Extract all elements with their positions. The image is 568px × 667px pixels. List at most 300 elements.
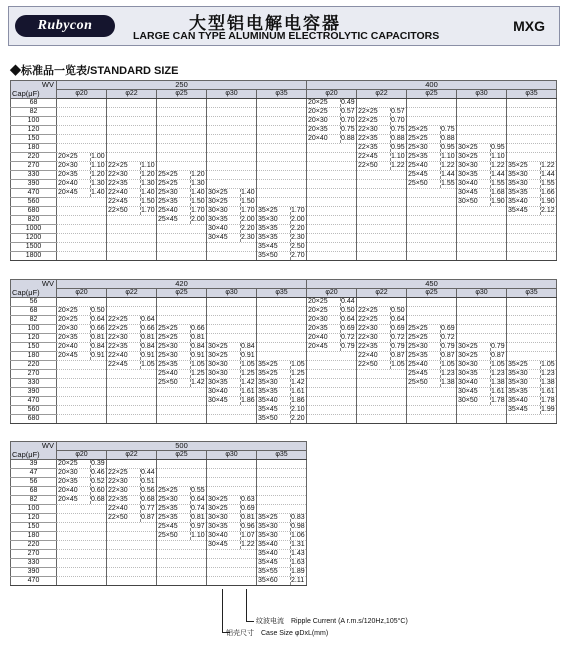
spec-cell xyxy=(157,514,207,523)
ripple-current-value: 0.69 xyxy=(441,325,455,332)
case-size-value: 20×25 xyxy=(308,99,328,106)
ripple-current-value: 0.79 xyxy=(491,343,505,350)
spec-cell xyxy=(407,162,457,171)
spec-cell xyxy=(307,307,357,316)
ripple-current-value: 0.87 xyxy=(491,352,505,359)
ripple-current-value: 1.50 xyxy=(141,198,155,205)
ripple-current-value: 1.23 xyxy=(441,370,455,377)
ripple-current-value: 0.68 xyxy=(91,496,105,503)
spec-cell xyxy=(207,406,257,415)
spec-cell xyxy=(57,478,107,487)
spec-cell xyxy=(257,234,307,243)
spec-cell xyxy=(157,207,207,216)
header-banner xyxy=(8,6,560,46)
ripple-current-value: 0.46 xyxy=(91,469,105,476)
capacitance-cell: 82 xyxy=(11,108,57,117)
spec-cell xyxy=(57,415,107,424)
case-size-value: 20×35 xyxy=(58,334,78,341)
spec-cell xyxy=(207,352,257,361)
spec-cell xyxy=(257,252,307,261)
case-size-value: 30×45 xyxy=(208,397,228,404)
case-size-value: 25×35 xyxy=(158,361,178,368)
capacitance-cell: 270 xyxy=(11,550,57,559)
capacitance-cell: 56 xyxy=(11,298,57,307)
case-size-value: 25×35 xyxy=(158,198,178,205)
spec-cell xyxy=(207,541,257,550)
spec-cell xyxy=(457,361,507,370)
voltage-header: 250 xyxy=(57,81,307,90)
ripple-current-value: 1.10 xyxy=(391,153,405,160)
ripple-current-value: 0.50 xyxy=(341,307,355,314)
ripple-current-value: 1.90 xyxy=(491,198,505,205)
table-row xyxy=(11,568,307,577)
ripple-current-value: 2.20 xyxy=(291,415,305,422)
case-size-value: 35×35 xyxy=(258,388,278,395)
corner-cap-label: Cap(μF) xyxy=(12,89,40,98)
ripple-current-value: 1.43 xyxy=(291,550,305,557)
spec-cell xyxy=(407,234,457,243)
spec-cell xyxy=(157,144,207,153)
spec-cell xyxy=(157,162,207,171)
spec-cell xyxy=(407,307,457,316)
case-size-value: 35×25 xyxy=(258,207,278,214)
spec-cell xyxy=(207,478,257,487)
spec-cell xyxy=(357,252,407,261)
case-size-value: 20×30 xyxy=(308,117,328,124)
table-row xyxy=(11,406,557,415)
ripple-current-value: 1.55 xyxy=(441,180,455,187)
ripple-current-value: 2.10 xyxy=(291,406,305,413)
spec-cell xyxy=(307,234,357,243)
ripple-current-value: 1.25 xyxy=(291,370,305,377)
voltage-header: 450 xyxy=(307,280,557,289)
spec-cell xyxy=(257,162,307,171)
table-row xyxy=(11,469,307,478)
ripple-current-value: 1.30 xyxy=(191,180,205,187)
spec-cell xyxy=(207,523,257,532)
table-row xyxy=(11,532,307,541)
case-size-value: 22×50 xyxy=(358,162,378,169)
case-size-value: 25×35 xyxy=(158,505,178,512)
case-size-value: 30×25 xyxy=(458,144,478,151)
spec-cell xyxy=(507,316,557,325)
table-row xyxy=(11,496,307,505)
spec-cell xyxy=(507,243,557,252)
case-size-value: 35×30 xyxy=(508,180,528,187)
corner-wv-label: WV xyxy=(41,441,54,450)
spec-cell xyxy=(107,307,157,316)
table-row xyxy=(11,307,557,316)
spec-cell xyxy=(257,406,307,415)
spec-cell xyxy=(457,189,507,198)
ripple-current-value: 1.22 xyxy=(491,162,505,169)
spec-cell xyxy=(357,180,407,189)
spec-cell xyxy=(307,198,357,207)
ripple-current-value: 1.86 xyxy=(241,397,255,404)
case-size-value: 22×30 xyxy=(358,126,378,133)
spec-cell xyxy=(507,307,557,316)
spec-cell xyxy=(107,487,157,496)
spec-cell xyxy=(457,379,507,388)
ripple-current-value: 0.69 xyxy=(241,505,255,512)
spec-cell xyxy=(357,361,407,370)
ripple-current-value: 0.64 xyxy=(341,316,355,323)
case-size-value: 20×35 xyxy=(58,478,78,485)
corner-cap-label: Cap(μF) xyxy=(12,288,40,297)
spec-cell xyxy=(407,99,457,108)
spec-cell xyxy=(157,478,207,487)
ripple-current-value: 0.75 xyxy=(341,126,355,133)
ripple-current-value: 0.88 xyxy=(341,135,355,142)
spec-cell xyxy=(457,171,507,180)
spec-cell xyxy=(157,469,207,478)
spec-cell xyxy=(357,117,407,126)
spec-cell xyxy=(57,325,107,334)
spec-cell xyxy=(107,505,157,514)
spec-cell xyxy=(457,180,507,189)
ripple-current-value: 1.99 xyxy=(541,406,555,413)
spec-cell xyxy=(307,415,357,424)
capacitance-cell: 270 xyxy=(11,370,57,379)
spec-cell xyxy=(507,343,557,352)
spec-cell xyxy=(407,252,457,261)
case-size-value: 22×35 xyxy=(358,343,378,350)
spec-cell xyxy=(257,198,307,207)
spec-cell xyxy=(357,135,407,144)
table-row xyxy=(11,135,557,144)
spec-cell xyxy=(107,171,157,180)
spec-cell xyxy=(57,505,107,514)
case-size-value: 35×30 xyxy=(508,370,528,377)
capacitance-cell: 1200 xyxy=(11,234,57,243)
case-size-value: 22×35 xyxy=(108,180,128,187)
ripple-current-value: 1.23 xyxy=(541,370,555,377)
ripple-current-value: 0.64 xyxy=(141,316,155,323)
spec-cell xyxy=(307,135,357,144)
ripple-current-value: 1.78 xyxy=(541,397,555,404)
ripple-current-value: 1.25 xyxy=(191,370,205,377)
ripple-current-value: 0.87 xyxy=(141,514,155,521)
ripple-current-value: 1.78 xyxy=(491,397,505,404)
corner-wv-label: WV xyxy=(41,80,54,89)
case-size-value: 20×25 xyxy=(58,460,78,467)
case-size-value: 20×45 xyxy=(308,343,328,350)
case-size-value: 22×50 xyxy=(108,514,128,521)
spec-table xyxy=(10,441,307,586)
spec-cell xyxy=(157,307,207,316)
ripple-current-value: 0.57 xyxy=(391,108,405,115)
spec-cell xyxy=(357,298,407,307)
spec-cell xyxy=(507,397,557,406)
capacitance-cell: 68 xyxy=(11,307,57,316)
spec-cell xyxy=(357,153,407,162)
ripple-current-value: 0.84 xyxy=(191,343,205,350)
ripple-current-value: 0.66 xyxy=(141,325,155,332)
spec-cell xyxy=(207,550,257,559)
spec-cell xyxy=(407,334,457,343)
ripple-current-value: 1.05 xyxy=(141,361,155,368)
ripple-current-value: 1.42 xyxy=(241,379,255,386)
spec-cell xyxy=(307,406,357,415)
spec-cell xyxy=(57,370,107,379)
capacitance-cell: 120 xyxy=(11,514,57,523)
ripple-current-value: 0.77 xyxy=(141,505,155,512)
case-size-value: 30×30 xyxy=(208,207,228,214)
spec-cell xyxy=(507,207,557,216)
case-size-value: 20×45 xyxy=(58,189,78,196)
table-row xyxy=(11,189,557,198)
spec-cell xyxy=(307,379,357,388)
ripple-current-value: 0.52 xyxy=(91,478,105,485)
spec-cell xyxy=(357,126,407,135)
spec-cell xyxy=(57,406,107,415)
spec-cell xyxy=(157,180,207,189)
spec-cell xyxy=(207,469,257,478)
spec-cell xyxy=(207,198,257,207)
spec-cell xyxy=(407,379,457,388)
spec-cell xyxy=(257,559,307,568)
case-size-value: 22×30 xyxy=(108,334,128,341)
capacitance-cell: 39 xyxy=(11,460,57,469)
case-size-value: 35×25 xyxy=(258,370,278,377)
spec-cell xyxy=(57,361,107,370)
voltage-header-row xyxy=(11,81,557,90)
ripple-current-value: 0.84 xyxy=(141,343,155,350)
spec-cell xyxy=(57,162,107,171)
case-size-value: 30×50 xyxy=(458,198,478,205)
spec-cell xyxy=(257,361,307,370)
spec-cell xyxy=(157,243,207,252)
ripple-current-value: 1.70 xyxy=(241,207,255,214)
case-size-value: 25×45 xyxy=(408,171,428,178)
table-row xyxy=(11,108,557,117)
table-row xyxy=(11,99,557,108)
case-size-value: 35×40 xyxy=(508,397,528,404)
ripple-current-value: 0.60 xyxy=(91,487,105,494)
table-row xyxy=(11,162,557,171)
spec-cell xyxy=(207,243,257,252)
spec-cell xyxy=(407,216,457,225)
table-row xyxy=(11,388,557,397)
case-size-value: 20×25 xyxy=(308,298,328,305)
spec-cell xyxy=(357,207,407,216)
table-row xyxy=(11,352,557,361)
case-size-value: 20×30 xyxy=(58,325,78,332)
spec-cell xyxy=(207,487,257,496)
spec-cell xyxy=(107,153,157,162)
spec-cell xyxy=(257,316,307,325)
diameter-header: φ22 xyxy=(107,90,157,99)
ripple-current-value: 1.06 xyxy=(291,532,305,539)
spec-cell xyxy=(207,162,257,171)
spec-cell xyxy=(207,370,257,379)
title-chinese: 大型铝电解电容器 xyxy=(189,14,341,33)
capacitance-cell: 330 xyxy=(11,379,57,388)
spec-cell xyxy=(57,180,107,189)
case-size-value: 20×35 xyxy=(308,126,328,133)
ripple-current-value: 0.72 xyxy=(441,334,455,341)
spec-cell xyxy=(407,415,457,424)
spec-cell xyxy=(507,216,557,225)
table-row xyxy=(11,370,557,379)
spec-cell xyxy=(107,234,157,243)
spec-cell xyxy=(257,117,307,126)
ripple-current-value: 1.31 xyxy=(291,541,305,548)
ripple-current-value: 1.00 xyxy=(91,153,105,160)
capacitance-cell: 1500 xyxy=(11,243,57,252)
spec-cell xyxy=(307,352,357,361)
case-size-value: 25×30 xyxy=(158,352,178,359)
diameter-header: φ25 xyxy=(157,451,207,460)
spec-cell xyxy=(457,153,507,162)
ripple-current-value: 0.49 xyxy=(341,99,355,106)
table-row xyxy=(11,144,557,153)
spec-cell xyxy=(207,415,257,424)
spec-cell xyxy=(407,171,457,180)
diameter-header: φ22 xyxy=(107,451,157,460)
spec-cell xyxy=(157,541,207,550)
spec-cell xyxy=(257,343,307,352)
table-row xyxy=(11,198,557,207)
spec-cell xyxy=(507,126,557,135)
ripple-current-value: 2.00 xyxy=(291,216,305,223)
capacitance-cell: 470 xyxy=(11,577,57,586)
capacitance-cell: 180 xyxy=(11,532,57,541)
ripple-current-value: 0.75 xyxy=(391,126,405,133)
case-size-value: 30×25 xyxy=(208,505,228,512)
spec-cell xyxy=(357,334,407,343)
case-size-value: 20×30 xyxy=(58,162,78,169)
spec-cell xyxy=(57,252,107,261)
spec-cell xyxy=(257,108,307,117)
spec-cell xyxy=(457,415,507,424)
ripple-current-value: 1.50 xyxy=(241,198,255,205)
capacitance-cell: 180 xyxy=(11,352,57,361)
spec-cell xyxy=(407,189,457,198)
ripple-pointer-line xyxy=(246,589,247,621)
spec-cell xyxy=(157,252,207,261)
ripple-current-value: 1.22 xyxy=(541,162,555,169)
spec-cell xyxy=(357,144,407,153)
spec-cell xyxy=(107,469,157,478)
case-size-value: 30×45 xyxy=(458,388,478,395)
case-size-value: 20×25 xyxy=(58,307,78,314)
spec-cell xyxy=(157,505,207,514)
ripple-current-value: 0.39 xyxy=(91,460,105,467)
spec-cell xyxy=(357,379,407,388)
spec-cell xyxy=(157,99,207,108)
spec-cell xyxy=(307,99,357,108)
ripple-current-value: 1.42 xyxy=(191,379,205,386)
spec-cell xyxy=(107,532,157,541)
diameter-header: φ30 xyxy=(207,451,257,460)
spec-cell xyxy=(107,550,157,559)
ripple-current-value: 0.91 xyxy=(241,352,255,359)
spec-cell xyxy=(207,171,257,180)
table-row xyxy=(11,397,557,406)
table-row xyxy=(11,361,557,370)
spec-cell xyxy=(457,298,507,307)
case-size-value: 30×45 xyxy=(208,234,228,241)
case-size-value: 25×50 xyxy=(158,379,178,386)
table-row xyxy=(11,460,307,469)
ripple-current-value: 1.44 xyxy=(541,171,555,178)
spec-cell xyxy=(357,171,407,180)
spec-cell xyxy=(257,153,307,162)
case-size-value: 35×35 xyxy=(258,225,278,232)
ripple-current-value: 0.79 xyxy=(441,343,455,350)
case-size-value: 25×35 xyxy=(408,352,428,359)
spec-cell xyxy=(357,216,407,225)
table-row xyxy=(11,577,307,586)
ripple-current-value: 0.69 xyxy=(391,325,405,332)
capacitance-cell: 220 xyxy=(11,153,57,162)
spec-cell xyxy=(407,198,457,207)
ripple-current-value: 0.64 xyxy=(191,496,205,503)
spec-cell xyxy=(157,135,207,144)
spec-cell xyxy=(257,469,307,478)
ripple-current-value: 1.40 xyxy=(91,189,105,196)
spec-cell xyxy=(407,316,457,325)
case-size-value: 25×30 xyxy=(158,496,178,503)
ripple-current-value: 0.64 xyxy=(91,316,105,323)
spec-cell xyxy=(157,216,207,225)
spec-cell xyxy=(507,370,557,379)
spec-cell xyxy=(207,532,257,541)
ripple-current-value: 1.38 xyxy=(541,379,555,386)
spec-cell xyxy=(157,379,207,388)
ripple-current-value: 2.20 xyxy=(291,225,305,232)
case-size-value: 30×45 xyxy=(458,189,478,196)
ripple-current-value: 0.91 xyxy=(91,352,105,359)
spec-cell xyxy=(507,325,557,334)
case-size-value: 35×40 xyxy=(508,198,528,205)
ripple-current-value: 0.81 xyxy=(241,514,255,521)
capacitance-cell: 100 xyxy=(11,325,57,334)
ripple-current-value: 2.30 xyxy=(291,234,305,241)
table-row xyxy=(11,180,557,189)
case-size-value: 35×60 xyxy=(258,577,278,584)
case-size-value: 30×25 xyxy=(208,343,228,350)
spec-cell xyxy=(57,559,107,568)
spec-cell xyxy=(507,388,557,397)
ripple-current-value: 0.91 xyxy=(141,352,155,359)
capacitance-cell: 390 xyxy=(11,568,57,577)
ripple-current-value: 1.25 xyxy=(241,370,255,377)
ripple-current-value: 1.05 xyxy=(391,361,405,368)
spec-cell xyxy=(57,216,107,225)
case-size-value: 25×50 xyxy=(158,532,178,539)
spec-cell xyxy=(57,388,107,397)
case-size-value: 25×30 xyxy=(408,343,428,350)
spec-cell xyxy=(107,343,157,352)
ripple-current-value: 1.61 xyxy=(491,388,505,395)
ripple-current-value: 0.95 xyxy=(491,144,505,151)
table-row xyxy=(11,487,307,496)
spec-cell xyxy=(307,117,357,126)
table-row xyxy=(11,325,557,334)
spec-cell xyxy=(357,225,407,234)
case-size-value: 25×25 xyxy=(408,126,428,133)
spec-cell xyxy=(357,370,407,379)
ripple-current-value: 1.22 xyxy=(441,162,455,169)
spec-cell xyxy=(307,108,357,117)
spec-cell xyxy=(507,298,557,307)
spec-cell xyxy=(407,352,457,361)
spec-cell xyxy=(357,243,407,252)
spec-cell xyxy=(207,505,257,514)
spec-cell xyxy=(107,144,157,153)
